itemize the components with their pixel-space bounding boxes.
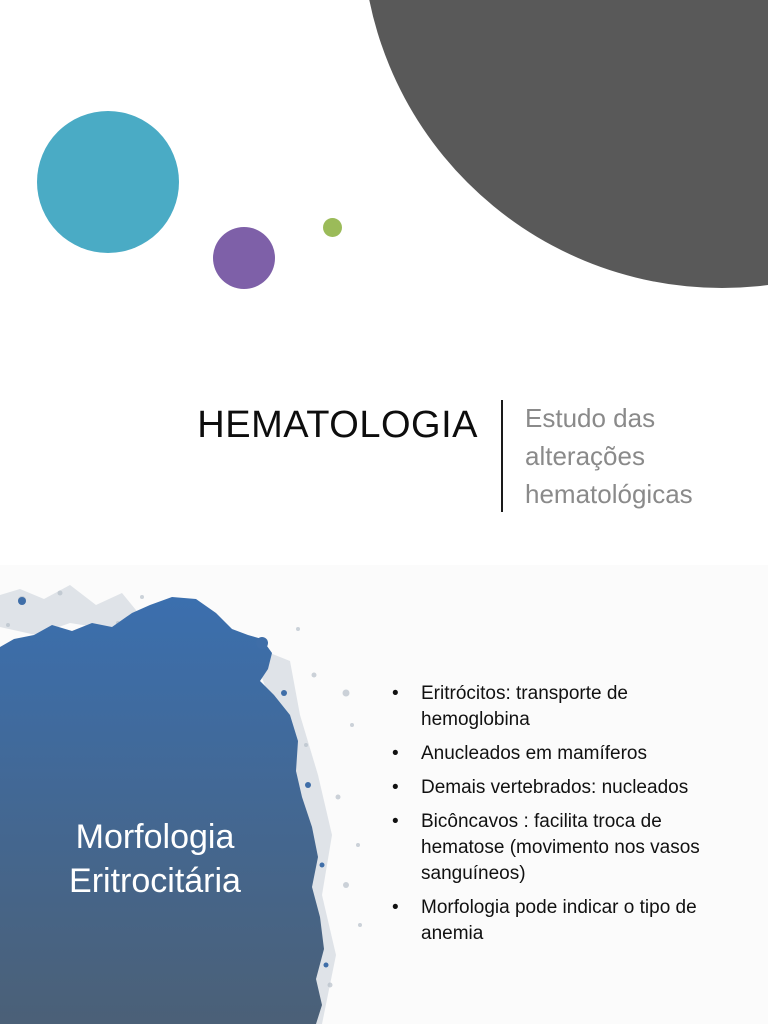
list-item bbox=[392, 741, 722, 767]
bullet-icon: • bbox=[392, 897, 399, 918]
list-item bbox=[392, 681, 722, 733]
section-title bbox=[20, 815, 290, 903]
subtitle-line: hematológicas bbox=[525, 479, 693, 509]
subtitle-line: alterações bbox=[525, 441, 645, 471]
list-item bbox=[392, 775, 722, 801]
bullet-text: Anucleados em mamíferos bbox=[421, 743, 647, 764]
dark-gray-circle-decoration bbox=[362, 0, 768, 288]
bullet-icon: • bbox=[392, 777, 399, 798]
bullet-icon: • bbox=[392, 743, 399, 764]
bullet-text: Morfologia pode indicar o tipo de anemia bbox=[421, 897, 697, 944]
teal-circle-decoration bbox=[37, 111, 179, 253]
bullet-icon: • bbox=[392, 811, 399, 832]
purple-circle-decoration bbox=[213, 227, 275, 289]
section-title-line: Eritrocitária bbox=[69, 862, 241, 900]
title-divider bbox=[501, 400, 503, 512]
list-item bbox=[392, 895, 722, 947]
bullet-text: Bicôncavos : facilita troca de hematose (movimento nos vasos sanguíneos) bbox=[421, 811, 700, 884]
slide-title: HEMATOLOGIA bbox=[197, 404, 478, 446]
slide-subtitle bbox=[525, 399, 755, 513]
content-slide bbox=[0, 565, 768, 1024]
bullet-text: Demais vertebrados: nucleados bbox=[421, 777, 689, 798]
bullet-icon: • bbox=[392, 683, 399, 704]
subtitle-line: Estudo das bbox=[525, 403, 656, 433]
section-title-line: Morfologia bbox=[75, 818, 235, 856]
list-item bbox=[392, 809, 722, 887]
green-circle-decoration bbox=[323, 218, 342, 237]
bullet-text: Eritrócitos: transporte de hemoglobina bbox=[421, 683, 628, 730]
bullet-list bbox=[392, 681, 722, 955]
